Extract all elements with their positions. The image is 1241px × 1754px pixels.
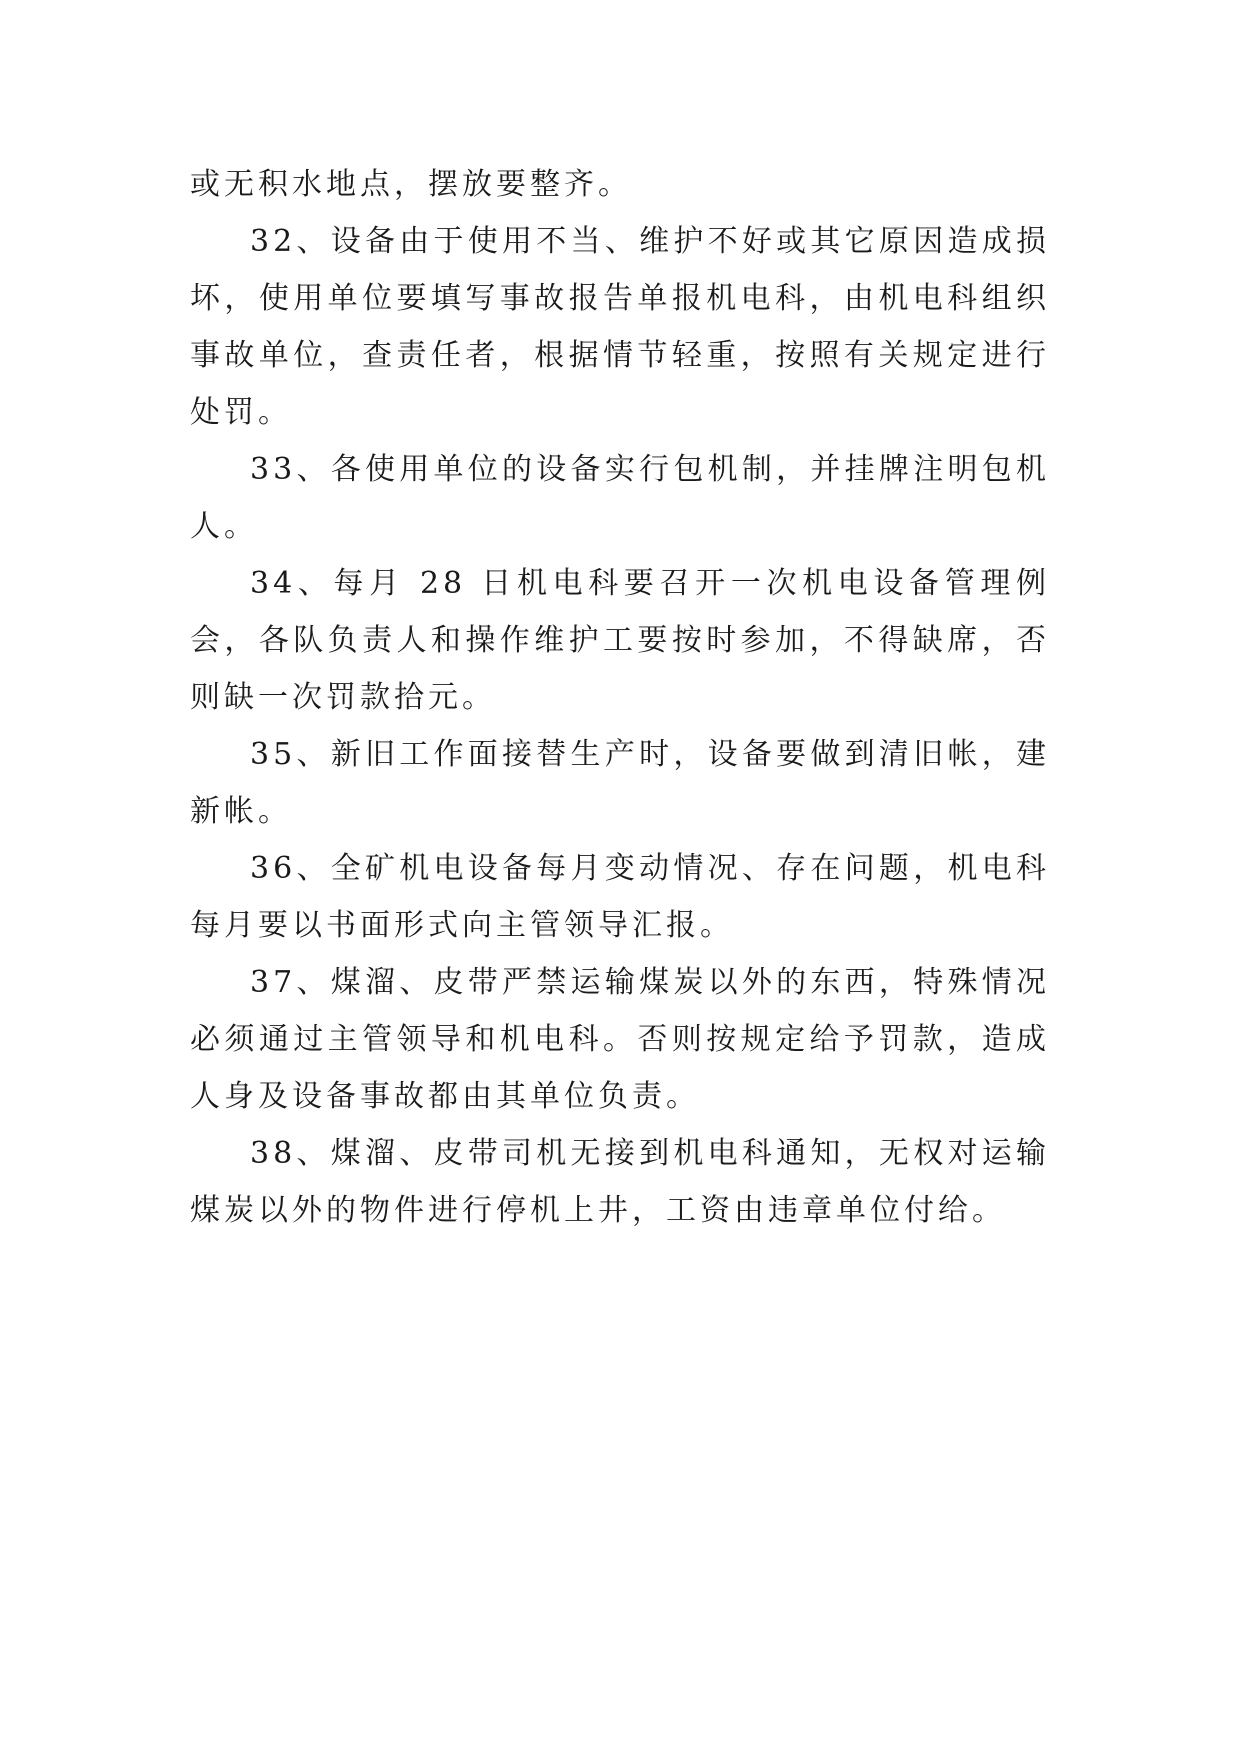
paragraph-item-32: 32、设备由于使用不当、维护不好或其它原因造成损坏，使用单位要填写事故报告单报机电科，由机电科组织事故单位，查责任者，根据情节轻重，按照有关规定进行处罚。 xyxy=(190,224,1050,430)
paragraph-item-36: 36、全矿机电设备每月变动情况、存在问题，机电科每月要以书面形式向主管领导汇报。 xyxy=(190,851,1050,943)
document-body xyxy=(190,156,1050,1239)
paragraph-item-33: 33、各使用单位的设备实行包机制，并挂牌注明包机人。 xyxy=(190,452,1050,544)
paragraph-continuation: 或无积水地点，摆放要整齐。 xyxy=(190,167,632,202)
paragraph-item-35: 35、新旧工作面接替生产时，设备要做到清旧帐，建新帐。 xyxy=(190,737,1050,829)
paragraph-item-37: 37、煤溜、皮带严禁运输煤炭以外的东西，特殊情况必须通过主管领导和机电科。否则按规定给予罚款，造成人身及设备事故都由其单位负责。 xyxy=(190,965,1050,1114)
paragraph-item-38: 38、煤溜、皮带司机无接到机电科通知，无权对运输煤炭以外的物件进行停机上井，工资由违章单位付给。 xyxy=(190,1136,1050,1228)
paragraph-item-34: 34、每月 28 日机电科要召开一次机电设备管理例会，各队负责人和操作维护工要按时参加，不得缺席，否则缺一次罚款拾元。 xyxy=(190,566,1050,715)
